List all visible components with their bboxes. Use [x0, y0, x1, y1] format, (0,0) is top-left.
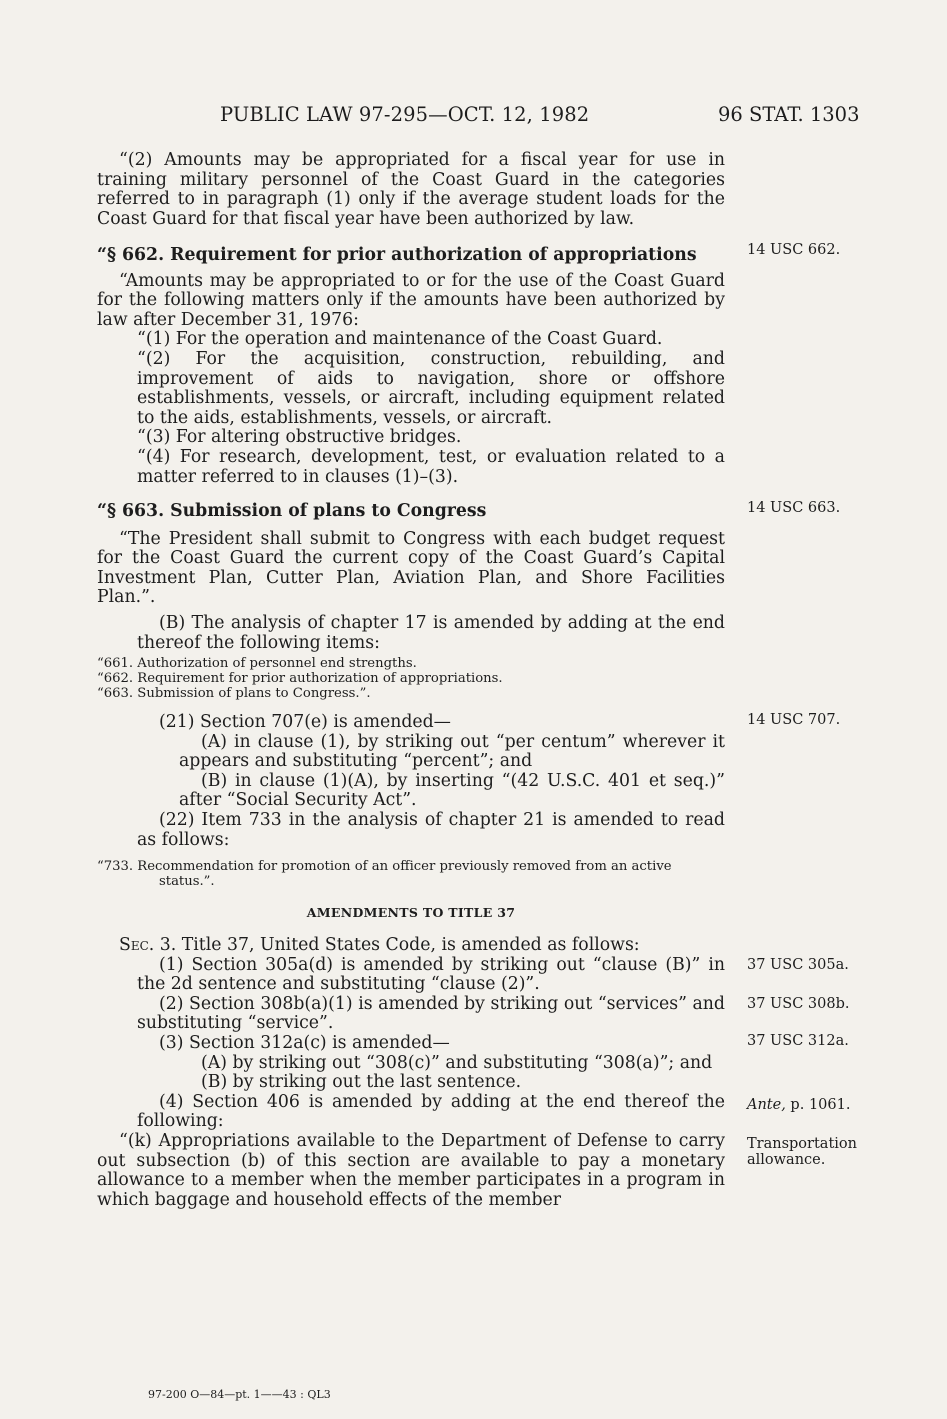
analysis-item-733: “733. Recommendation for promotion of an officer previously removed from an active status.”.: [97, 859, 672, 890]
analysis-items: [97, 656, 725, 702]
ante-page: p. 1061.: [785, 1097, 851, 1113]
paragraph-21-B: (B) in clause (1)(A), by inserting “(42 U.S.C. 401 et seq.)” after “Social Security Act”.: [179, 770, 725, 811]
section-663: [97, 502, 725, 653]
paragraph-2: [97, 151, 725, 229]
section-label: Sec.: [119, 935, 155, 955]
paragraph-21: (21) Section 707(e) is amended—: [159, 712, 451, 732]
paragraph-text: “(2) Amounts may be appropriated for a fiscal year for use in training military personnel of the Coast Guard in the categories referred to in paragraph (1) only if the average student loads for the Coast Guard for that fiscal year have been authorized by law.: [97, 150, 725, 229]
section-662-intro: “Amounts may be appropriated to or for the use of the Coast Guard for the following matters only if the amounts have been authorized by law after December 31, 1976:: [97, 270, 725, 330]
section-3-intro: [97, 936, 725, 956]
margin-note-37-usc-312a: 37 USC 312a.: [747, 1033, 849, 1049]
paragraph-B-analysis: (B) The analysis of chapter 17 is amended by adding at the end thereof the following items:: [137, 612, 725, 653]
paragraphs-21-22: [97, 713, 725, 850]
analysis-item-662: “662. Requirement for prior authorization of appropriations.: [97, 671, 503, 687]
section-3-text: 3. Title 37, United States Code, is amended as follows:: [154, 935, 640, 955]
analysis-item-733-block: [97, 859, 725, 889]
section-3-item-4: (4) Section 406 is amended by adding at the end thereof the following:: [137, 1091, 725, 1132]
margin-note-14-usc-663: 14 USC 663.: [747, 500, 841, 516]
section-heading-663: “§ 663. Submission of plans to Congress: [97, 501, 487, 521]
margin-note-14-usc-707: 14 USC 707.: [747, 712, 841, 728]
margin-note-37-usc-308b: 37 USC 308b.: [747, 996, 850, 1012]
transportation-line-1: Transportation: [747, 1136, 857, 1152]
section-662-item-4: “(4) For research, development, test, or evaluation related to a matter referred to in clauses (1)–(3).: [137, 446, 725, 487]
section-3-item-2: (2) Section 308b(a)(1) is amended by striking out “services” and substituting “service”.: [137, 993, 725, 1034]
section-662-item-1: “(1) For the operation and maintenance of the Coast Guard.: [137, 329, 663, 350]
analysis-item-663: “663. Submission of plans to Congress.”.: [97, 686, 371, 702]
margin-note-14-usc-662: 14 USC 662.: [747, 242, 841, 258]
section-662: [97, 246, 725, 487]
section-662-item-3: “(3) For altering obstructive bridges.: [137, 427, 462, 448]
section-3-item-3: (3) Section 312a(c) is amended—: [159, 1032, 450, 1053]
amendments-heading-block: [97, 903, 725, 923]
margin-note-37-usc-305a: 37 USC 305a.: [747, 957, 849, 973]
subsection-k: “(k) Appropriations available to the Department of Defense to carry out subsection (b) of this section are available to pay a monetary allowance to a member when the member participates in a program in which baggage and household effects of the member: [97, 1130, 725, 1210]
margin-note-ante: [747, 1097, 877, 1113]
section-3: [97, 936, 725, 1210]
paragraph-22: (22) Item 733 in the analysis of chapter 21 is amended to read as follows:: [137, 809, 725, 850]
section-663-text: “The President shall submit to Congress with each budget request for the Coast Guard the current copy of the Coast Guard’s Capital Investment Plan, Cutter Plan, Aviation Plan, and Shore Facilities Plan.”.: [97, 528, 725, 608]
ante-label: Ante,: [747, 1097, 786, 1113]
section-3-item-1: (1) Section 305a(d) is amended by striking out “clause (B)” in the 2d sentence and substituting “clause (2)”.: [137, 954, 725, 995]
analysis-item-661: “661. Authorization of personnel end strengths.: [97, 656, 417, 671]
section-heading-662: “§ 662. Requirement for prior authorization of appropriations: [97, 245, 697, 265]
section-3-item-3-A: (A) by striking out “308(c)” and substituting “308(a)”; and: [201, 1052, 713, 1073]
section-3-item-3-B: (B) by striking out the last sentence.: [201, 1072, 522, 1093]
margin-note-transportation-allowance: [747, 1136, 877, 1168]
paragraph-21-A: (A) in clause (1), by striking out “per centum” wherever it appears and substituting “percent”; and: [179, 731, 725, 772]
printer-footer: 97-200 O—84—pt. 1——43 : QL3: [148, 1388, 331, 1401]
statute-page-number: 96 STAT. 1303: [718, 103, 860, 126]
transportation-line-2: allowance.: [747, 1152, 826, 1168]
running-header: PUBLIC LAW 97-295—OCT. 12, 1982: [220, 103, 590, 126]
section-662-item-2: “(2) For the acquisition, construction, rebuilding, and improvement of aids to navigation, shore or offshore establishments, vessels, or aircraft, including equipment related to the aids, establishments, vessels, or aircraft.: [137, 348, 725, 428]
amendments-heading: AMENDMENTS TO TITLE 37: [306, 905, 516, 920]
